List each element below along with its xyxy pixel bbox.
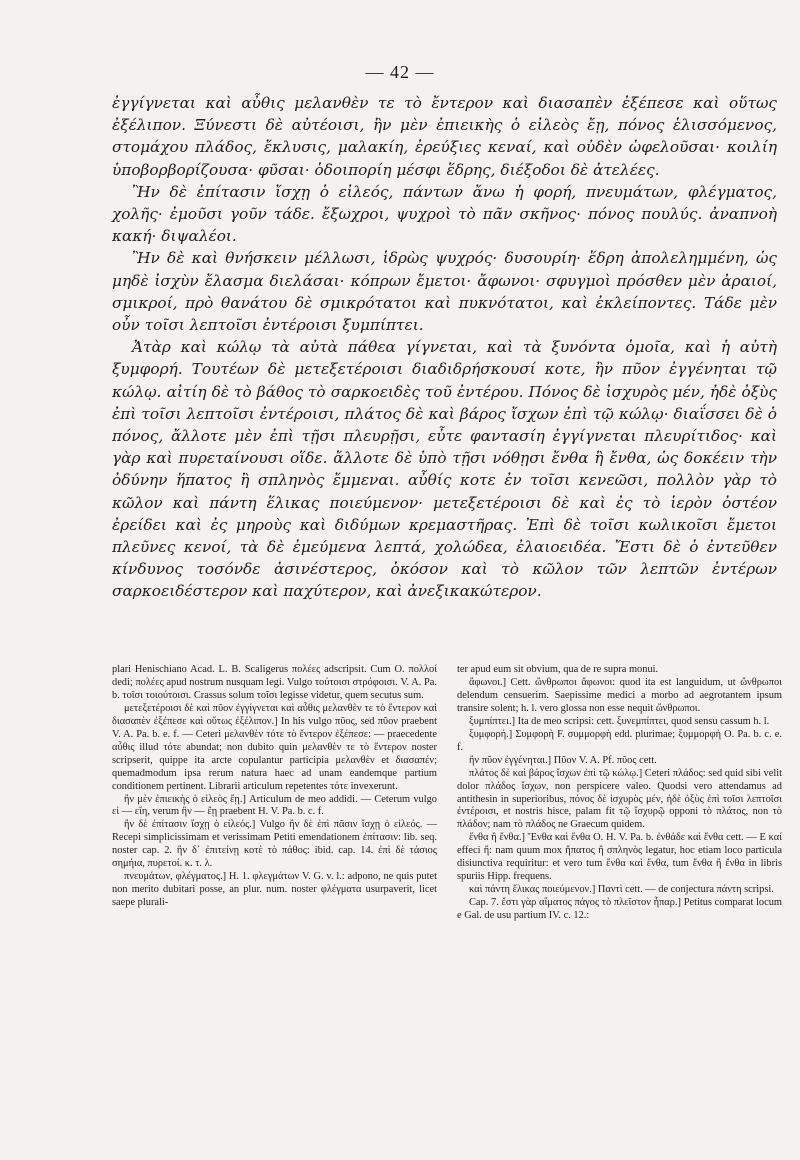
note: ἢν δὲ ἐπίτασιν ἴσχῃ ὁ εἰλεός.] Vulgo ἢν δὲ ἐπὶ πᾶσιν ἴσχῃ ὁ εἰλεός. — Recepi simplicissimam et verissimam Petiti emendationem ἐπίτασιν: lib. seq. noster cap. 2. ἢν δ᾿ ἐπιτείνῃ κοτὲ τὸ πάθος: ibid. cap. 14. ἐπὶ δὲ τάσιος σημήια, πυρετοί. κ. τ. λ. — [112, 819, 437, 870]
note: μετεξετέροισι δὲ καὶ πῦον ἐγγίγνεται καὶ αὖθις μελανθὲν τε τὸ ἔντερον καὶ διασαπὲν ἐξέπεσε καὶ οὕτως ἐξέλιπον.] In his vulgo πῦος, sed πῦον praebent V. A. Pa. b. e. f. — Ceteri μελανθὲν τότε τὸ ἔντερον ἐξέπεσε: — praecedente αὖθις illud τότε abundat; non dubito quin μελανθὲν τε τὸ ἔντερον noster scripserit, quippe ita arcte copulantur participia μελανθὲν et διασαπέν; quemadmodum ipsa rerum natura haec ad unam eandemque partium conditionem pertinent. Librarii articulum repetentes τότε invexerunt. — [112, 702, 437, 792]
notes-left-column — [112, 664, 437, 923]
page-number: — 42 — — [365, 62, 435, 82]
note: καὶ πάντη ἕλικας ποιεύμενον.] Παντὶ cett. — de conjectura πάντη scripsi. — [469, 884, 774, 896]
notes-right-column — [457, 664, 782, 923]
note: πλάτος δὲ καὶ βάρος ἴσχων ἐπὶ τῷ κώλῳ.] Ceteri πλάδος: sed quid sibi velit dolor πλάδος ἴσχων, non perspicere valeo. Quodsi vero attendamus ad antithesin in superioribus, πόνος δὲ ἰσχυρὸς μέν, ἠδὲ ὀξὺς ἐπὶ τοῖσι λεπτοῖσι ἐντέροισι, et nostris hisce, palam fit τῷ ἴσχυρῷ opponi τὸ πλάτος, non τὸ πλάδον; nam τὸ πλάδος ne Graecum quidem. — [457, 767, 782, 831]
main-paragraph: Ἢν δὲ ἐπίτασιν ἴσχῃ ὁ εἰλεός, πάντων ἄνω ἡ φορή, πνευμάτων, φλέγματος, χολῆς· ἐμοῦσι γοῦν τάδε. ἔξωχροι, ψυχροὶ τὸ πᾶν σκῆνος· πόνος πουλύς. ἀναπνοὴ κακή· διψαλέοι. — [112, 182, 777, 246]
note: ἢν πῦον ἐγγένηται.] Πῦον V. A. Pf. πῦος cett. — [469, 754, 657, 766]
main-greek-text — [112, 92, 777, 603]
note: ter apud eum sit obvium, qua de re supra monui. — [457, 664, 659, 675]
main-paragraph: ἐγγίγνεται καὶ αὖθις μελανθὲν τε τὸ ἔντερον καὶ διασαπὲν ἐξέπεσε καὶ οὕτως ἐξέλιπον. Ξύνεστι δὲ αὐτέοισι, ἢν μὲν ἐπιεικὴς ὁ εἰλεὸς ἔῃ, πόνος ἑλισσόμενος, στομάχου πλάδος, ἔκλυσις, μαλακίη, ἐρεύξιες κεναί, καὶ οὐδὲν ὠφελοῦσαι· κοιλίη ὑποβορβορίζουσα· φῦσαι· ὁδοιπορίη μέσφι ἕδρης, διέξοδοι δὲ ἀτελέες. — [112, 94, 777, 179]
note: πνευμάτων, φλέγματος.] H. 1. φλεγμάτων V. G. v. l.: adpono, ne quis putet non merito dubitari posse, an plur. num. noster φλέγματα usurpaverit, licet saepe plurali- — [112, 871, 437, 909]
note: Cap. 7. ἔστι γὰρ αἵματος πάγος τὸ πλεῖστον ἧπαρ.] Petitus comparat locum e Gal. de usu partium IV. c. 12.: — [457, 897, 782, 922]
note: ξυμφορή.] Συμφορὴ F. συμμορφὴ edd. plurimae; ξυμμορφὴ O. Pa. b. c. e. f. — [457, 728, 782, 753]
note: ξυμπίπτει.] Ita de meo scripsi: cett. ξυνεμπίπτει, quod sensu cassum h. l. — [469, 715, 770, 727]
critical-notes — [112, 664, 782, 923]
note: ἔνθα ἢ ἔνθα.] Ἔνθα καὶ ἔνθα O. H. V. Pa. b. ἐνθάδε καὶ ἔνθα cett. — Ε καί effeci ἤ: nam quum mox ἥπατος ἢ σπληνὸς legatur, hoc etiam loco particula disiunctiva requiritur: et vero tum ἔνθα καὶ ἔνθα, tum ἔνθα ἢ ἔνθα in libris spuriis Hipp. frequens. — [457, 832, 782, 883]
main-paragraph: Ἢν δὲ καὶ θνήσκειν μέλλωσι, ἱδρὼς ψυχρός· δυσουρίη· ἕδρη ἀπολελημμένη, ὡς μηδὲ ἰσχὺν ἔλασμα διελάσαι· κόπρων ἔμετοι· ἄφωνοι· σφυγμοὶ πρόσθεν μὲν ἀραιοί, σμικροί, πρὸ θανάτου δὲ σμικρότατοι καὶ πυκνότατοι, καὶ ἐκλείποντες. Τάδε μὲν οὖν τοῖσι λεπτοῖσι ἐντέροισι ξυμπίπτει. — [112, 249, 777, 335]
main-paragraph: Ἀτὰρ καὶ κώλῳ τὰ αὐτὰ πάθεα γίγνεται, καὶ τὰ ξυνόντα ὁμοῖα, καὶ ἡ αὐτὴ ξυμφορή. Τουτέων δὲ μετεξετέροισι διαδιδρήσκουσί κοτε, ἢν πῦον ἐγγένηται τῷ κώλῳ. αἰτίη δὲ τὸ βάθος τὸ σαρκοειδὲς τοῦ ἐντέρου. Πόνος δὲ ἰσχυρὸς μέν, ἠδὲ ὀξὺς ἐπὶ τοῖσι λεπτοῖσι ἐντέροισι, πλάτος δὲ καὶ βάρος ἴσχων ἐπὶ τῷ κώλῳ· διαΐσσει δὲ ὁ πόνος, ἄλλοτε μὲν ἐπὶ τῇσι πλευρῇσι, εὖτε φαντασίη ἐγγίγνεται πλευρίτιδος· καὶ γὰρ καὶ πυρεταίνουσι οἵδε. ἄλλοτε δὲ ὑπὸ τῇσι νόθῃσι ἔνθα ἢ ἔνθα, ὡς δοκέειν τὴν ὀδύνην ἥπατος ἢ σπληνὸς ἔμμεναι. αὖθίς κοτε ἐν τοῖσι κενεῶσι, πολλὸν γὰρ τὸ κῶλον καὶ πάντη ἕλικας ποιεύμενον· μετεξετέροισι δὲ καὶ ἐς τὸ ἱερὸν ὀστέον ἐρείδει καὶ ἐς μηροὺς καὶ διδύμων κρεμαστῆρας. Ἐπὶ δὲ τοῖσι κωλικοῖσι ἔμετοι πλεῦνες κενοί, τὰ δὲ ἐμεύμενα λεπτά, χολώδεα, ἐλαιοειδέα. Ἔστι δὲ ὁ ἐντεῦθεν κίνδυνος τοσόνδε ἀσινέστερος, ὁκόσον καὶ τὸ κῶλον τῶν λεπτῶν ἐντέρων σαρκοειδέστερον καὶ παχύτερον, καὶ ἀνεξικακώτερον. — [112, 338, 777, 601]
note: plari Henischiano Acad. L. B. Scaligerus πολέες adscripsit. Cum O. πολλοί dedi; πολέες apud nostrum nusquam legi. Vulgo τούτοισι στρόφοισι. V. A. Pa. b. τοῖσι τοιούτοισι. Crassus solum τοῖσι legisse videtur, quem secutus sum. — [112, 664, 437, 701]
note: ἢν μὲν ἐπιεικὴς ὁ εἰλεὸς ἔῃ.] Articulum de meo addidi. — Ceterum vulgo εἰ — εἴη, verum ἢν — ἔῃ praebent H. V. Pa. b. c. f. — [112, 793, 437, 818]
note: ἄφωνοι.] Cett. ὤνθρωποι ἄφωνοι: quod ita est languidum, ut ὤνθρωποι delendum censuerim. Saepissime medici a morbo ad aegrotantem ipsum transire solent; h. l. vero glossa non esse nequit ὤνθρωποι. — [457, 676, 782, 714]
